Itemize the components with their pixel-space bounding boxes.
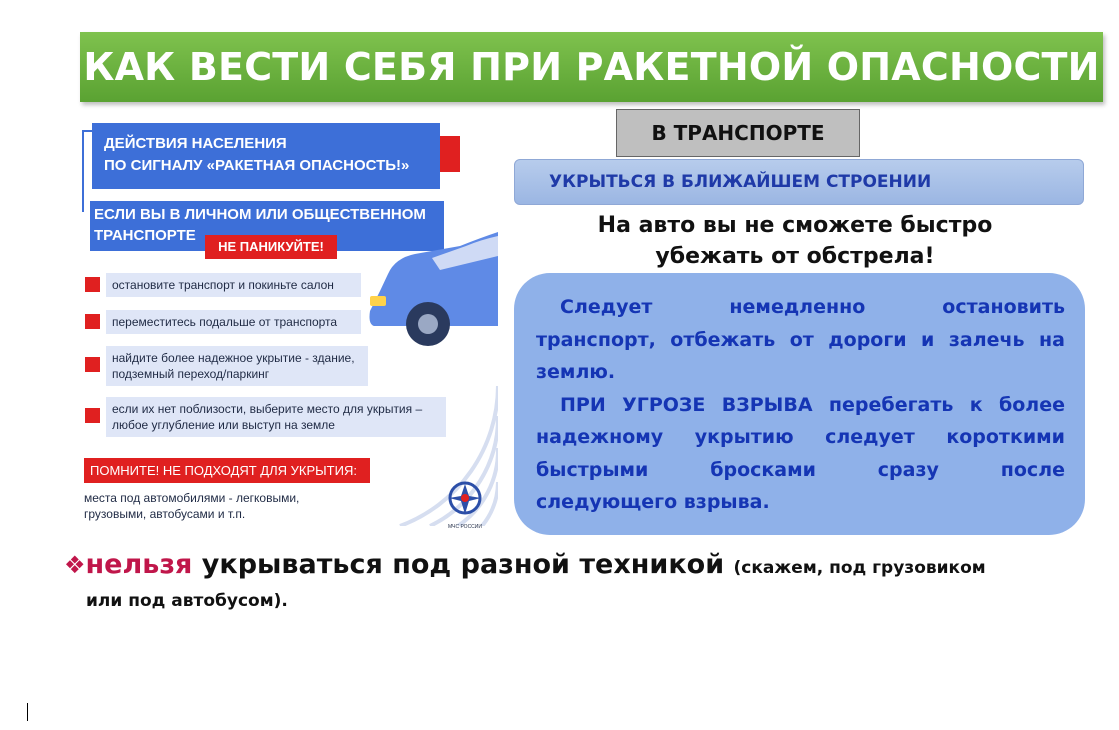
advice-line: землю. (536, 361, 616, 383)
poster-header-line-1: ДЕЙСТВИЯ НАСЕЛЕНИЯ (104, 135, 287, 152)
note-paren-part-1: (скажем, под грузовиком (733, 558, 986, 578)
forbidden-note (64, 545, 1054, 614)
advice-line: следующего взрыва. (536, 491, 770, 513)
text-cursor (27, 703, 28, 721)
red-accent-block (440, 136, 460, 172)
transport-header-line-2: ТРАНСПОРТЕ (94, 227, 196, 244)
emchs-emblem-icon (445, 478, 485, 524)
list-item-text: найдите более надежное укрытие - здание, (112, 351, 355, 365)
header-bracket (82, 130, 92, 212)
bullet-square (85, 357, 100, 372)
transport-header-line-1: ЕСЛИ ВЫ В ЛИЧНОМ ИЛИ ОБЩЕСТВЕННОМ (94, 206, 426, 223)
advice-line: надежному укрытию следует короткими (536, 426, 1065, 448)
bullet-square (85, 314, 100, 329)
unsuitable-places (84, 490, 384, 522)
advice-box (514, 273, 1085, 535)
list-item (106, 310, 361, 334)
list-item-text: остановите транспорт и покиньте салон (112, 278, 334, 292)
advice-line: ПРИ УГРОЗЕ ВЗРЫВА перебегать к более (560, 393, 1065, 416)
infographic-poster (80, 116, 498, 530)
poster-header-line-2: ПО СИГНАЛУ «РАКЕТНАЯ ОПАСНОСТЬ!» (104, 157, 410, 174)
list-item (106, 397, 446, 437)
note-line-1 (64, 545, 1054, 588)
list-item (106, 346, 368, 386)
warning-line-1: На авто вы не сможете быстро (597, 213, 993, 238)
no-panic-badge: НЕ ПАНИКУЙТЕ! (205, 235, 337, 259)
car-light (370, 296, 386, 306)
warning-text (530, 210, 1060, 272)
slide-title: КАК ВЕСТИ СЕБЯ ПРИ РАКЕТНОЙ ОПАСНОСТИ (83, 45, 1100, 89)
emblem-label: МЧС РОССИИ (448, 524, 482, 530)
section-tag: В ТРАНСПОРТЕ (616, 109, 860, 157)
note-main-text: укрываться под разной техникой (201, 549, 725, 580)
list-item (106, 273, 361, 297)
list-item-text: любое углубление или выступ на земле (112, 418, 335, 432)
bullet-square (85, 277, 100, 292)
diamond-bullet-icon: ❖ (64, 551, 86, 579)
shelter-instruction-bar (514, 159, 1084, 205)
list-item-text: если их нет поблизости, выберите место для укрытия – (112, 402, 423, 416)
advice-line: Следует немедленно остановить (560, 296, 1065, 318)
shelter-instruction-text: УКРЫТЬСЯ В БЛИЖАЙШЕМ СТРОЕНИИ (549, 172, 932, 192)
car-illustration (360, 196, 498, 526)
places-line-2: грузовыми, автобусами и т.п. (84, 507, 246, 521)
poster-header-actions (92, 123, 440, 189)
advice-line: транспорт, отбежать от дороги и залечь на (536, 328, 1065, 351)
list-item-text: подземный переход/паркинг (112, 367, 270, 381)
warning-line-2: убежать от обстрела! (655, 244, 935, 269)
list-item-text: переместитесь подальше от транспорта (112, 315, 338, 329)
title-banner (80, 32, 1103, 102)
remember-banner: ПОМНИТЕ! НЕ ПОДХОДЯТ ДЛЯ УКРЫТИЯ: (84, 458, 370, 483)
places-line-1: места под автомобилями - легковыми, (84, 491, 300, 505)
note-paren-part-2: или под автобусом). (86, 591, 288, 611)
advice-line: быстрыми бросками сразу после (536, 458, 1065, 481)
forbidden-word: нельзя (85, 549, 193, 580)
bullet-square (85, 408, 100, 423)
